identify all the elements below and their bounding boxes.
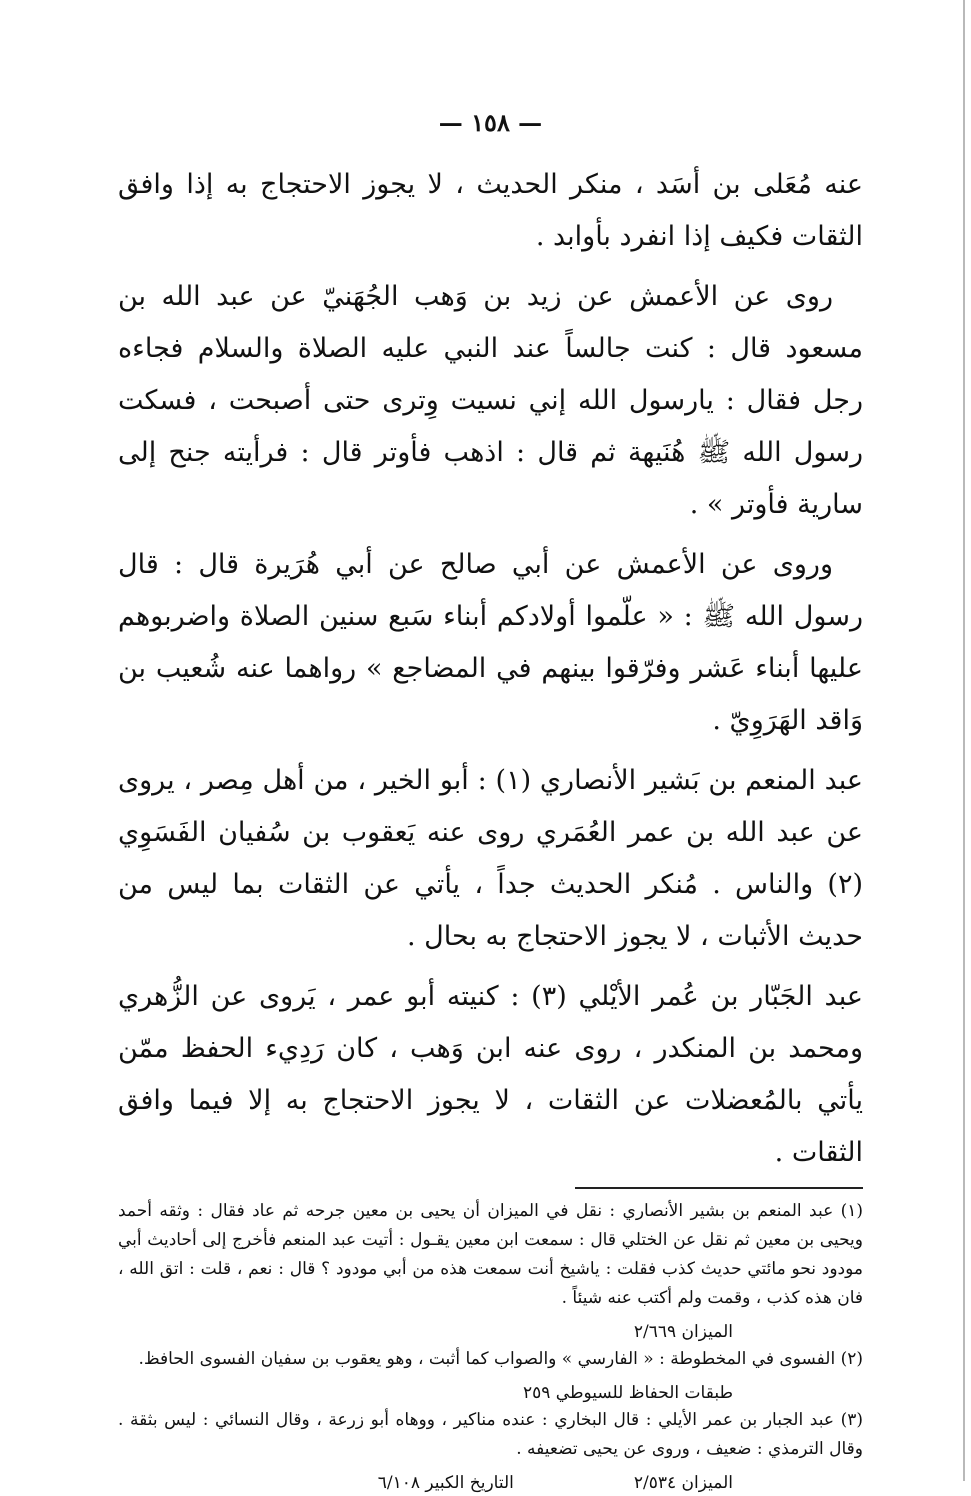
paragraph-hadith-witr: روى عن الأعمش عن زيد بن وَهب الجُهَنيّ عن عبد الله بن مسعود قال : كنت جالساً عند النبي عليه الصلاة والسلام فجاءه رجل فقال : يارسول الله إني نسيت وِترى حتى أصبحت ، فسكت رسول الله ﷺ هُنَيهة ثم قال : اذهب فأوتر قال : فرأيته جنح إلى سارية فأوتر » . — [118, 281, 863, 520]
footnote-2: (٢) الفسوى في المخطوطة : « الفارسي » والصواب كما أثبت ، وهو يعقوب بن سفيان الفسوى الحافظ. — [138, 1349, 863, 1369]
footnote-1-cite: الميزان ٢/٦٦٩ — [633, 1322, 733, 1342]
paragraph-hadith-salat: وروى عن الأعمش عن أبي صالح عن أبي هُرَيرة قال : قال رسول الله ﷺ : « علّموا أولادكم أبناء سَبع سنين الصلاة واضربوهم عليها أبناء عَشر وفرّقوا بينهم في المضاجع » رواهما عنه شُعيب بن وَاقد الهَرَوِيّ . — [118, 549, 863, 736]
paragraph-continuation: عنه مُعَلى بن أسَد ، منكر الحديث ، لا يجوز الاحتجاج به إذا وافق الثقات فكيف إذا انفرد بأوابد . — [118, 169, 863, 252]
footnote-3: (٣) عبد الجبار بن عمر الأيلي : قال البخاري : عنده مناكير ، ووهاه أبو زرعة ، وقال النسائي : ليس بثقة . وقال الترمذي : ضعيف ، وروى عن يحيى تضعيفه . — [118, 1410, 863, 1459]
footnote-1-citation — [118, 1319, 863, 1345]
footnote-2-cite: طبقات الحفاظ للسيوطي ٢٥٩ — [522, 1383, 733, 1403]
footnote-3-cite-2: التاريخ الكبير ٦/١٠٨ — [377, 1473, 514, 1493]
entry-abd-al-jabbar: عبد الجَبّار بن عُمر الأيْلي (٣) : كنيته أبو عمر ، يَروى عن الزُّهري ومحمد بن المنكدر ، روى عنه ابن وَهب ، كان رَدِيء الحفظ ممّن يأتي بالمُعضلات عن الثقات ، لا يجوز الاحتجاج به إلا فيما وافق الثقات . — [118, 981, 863, 1168]
footnote-1: (١) عبد المنعم بن بشير الأنصاري : نقل في الميزان أن يحيى بن معين جرحه ثم عاد فقال : وثقه أحمد ويحيى بن معين ثم نقل عن الختلي قال : سمعت ابن معين يقـول : أتيت عبد المنعم فأخرج إلى أحاديث أبي مودود نحو مائتي حديث كذب فقلت : ياشيخ أنت سمعت هذه من أبي مودود ؟ قال : نعم ، قلت : اتق الله ، فان هذه كذب ، وقمت ولم أكتب عنه شيئاً . — [118, 1201, 863, 1308]
entry-abd-al-munim: عبد المنعم بن بَشير الأنصاري (١) : أبو الخير ، من أهل مِصر ، يروى عن عبد الله بن عمر العُمَري روى عنه يَعقوب بن سُفيان الفَسَوِي (٢) والناس . مُنكر الحديث جداً ، يأتي عن الثقات بما ليس من حديث الأثبات ، لا يجوز الاحتجاج به بحال . — [118, 765, 864, 952]
book-page — [118, 108, 863, 1496]
footnote-3-cite: الميزان ٢/٥٣٤ — [633, 1473, 733, 1493]
footnote-3-citation — [118, 1470, 863, 1496]
page-number: — ١٥٨ — — [438, 108, 543, 137]
footnote-divider — [575, 1187, 863, 1189]
footnote-2-citation — [118, 1380, 863, 1406]
page-edge-line — [963, 0, 965, 1481]
